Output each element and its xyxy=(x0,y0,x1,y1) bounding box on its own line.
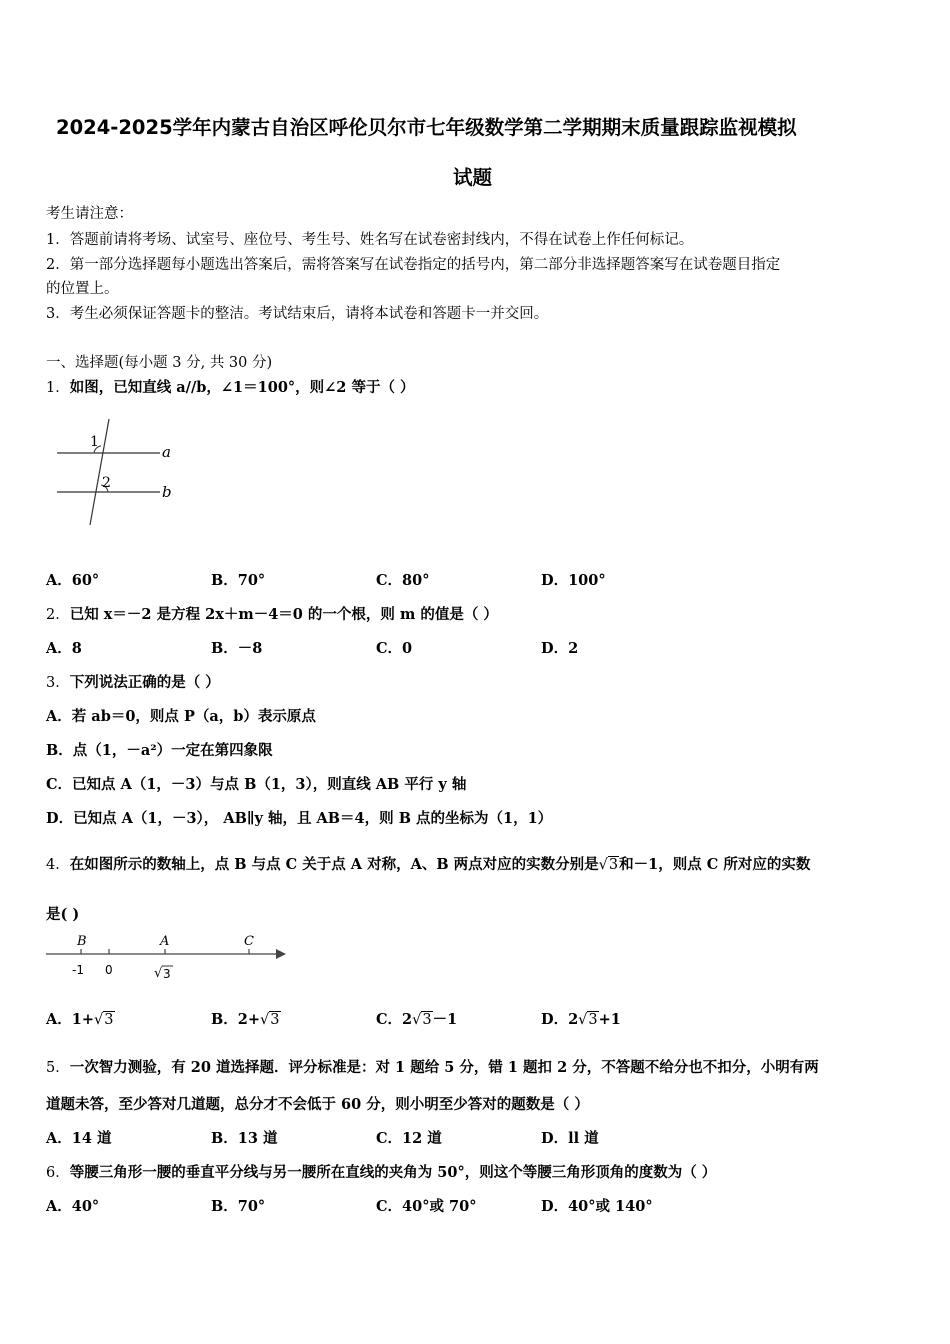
question-text: 一次智力测验，有 20 道选择题．评分标准是：对 1 题给 5 分，错 1 题扣 2 分，不答题不给分也不扣分，小明有两 xyxy=(69,1059,819,1076)
radicand: 3 xyxy=(422,1012,432,1028)
option-c: C．12 道 xyxy=(376,1130,442,1147)
question-text: 已知 x＝－2 是方程 2x＋m－4＝0 的一个根，则 m 的值是（ ） xyxy=(69,606,498,623)
option-c: C．40°或 70° xyxy=(376,1198,477,1215)
option-b: B．－8 xyxy=(211,640,263,657)
option-prefix: 2+ xyxy=(237,1011,261,1028)
option-prefix: 2 xyxy=(568,1011,579,1028)
sqrt-expression: √3 xyxy=(260,1012,280,1028)
option-a xyxy=(46,1008,115,1029)
question-4 xyxy=(46,853,810,874)
tick-label-sqrt3: √ xyxy=(154,966,163,981)
option-d: D．2 xyxy=(541,640,579,657)
option-suffix: －1 xyxy=(432,1011,458,1028)
option-letter: A． xyxy=(46,1011,72,1028)
question-text: 等腰三角形一腰的垂直平分线与另一腰所在直线的夹角为 50°，则这个等腰三角形顶角的度数为（ ） xyxy=(69,1164,717,1181)
question-number: 4． xyxy=(46,857,70,873)
question-number: 1． xyxy=(46,380,70,396)
option-d: D．ll 道 xyxy=(541,1130,599,1147)
line-a-label: a xyxy=(162,443,171,461)
sqrt-expression: √3 xyxy=(578,1012,598,1028)
question-text-cont: 和－1，则点 C 所对应的实数 xyxy=(619,856,811,873)
option-c: C．80° xyxy=(376,572,430,589)
notice-item: 1．答题前请将考场、试室号、座位号、考生号、姓名写在试卷密封线内，不得在试卷上作任何标记。 xyxy=(46,232,694,248)
notice-item: 的位置上。 xyxy=(46,281,119,297)
option-d: D．40°或 140° xyxy=(541,1198,653,1215)
angle-1-label: 1 xyxy=(90,434,99,450)
point-a-label: A xyxy=(160,934,170,949)
question-text: 在如图所示的数轴上，点 B 与点 C 关于点 A 对称，A、B 两点对应的实数分别是 xyxy=(69,856,599,873)
page-title-line2: 试题 xyxy=(453,166,493,189)
option-b: B．70° xyxy=(211,572,266,589)
option-a: A．8 xyxy=(46,640,82,657)
sqrt-expression: √3 xyxy=(412,1012,432,1028)
option-b: B．13 道 xyxy=(211,1130,278,1147)
option-d: D．已知点 A（1，－3）， AB∥y 轴，且 AB＝4，则 B 点的坐标为（1，1） xyxy=(46,810,553,827)
sqrt-expression: √3 xyxy=(598,857,619,873)
question-1 xyxy=(46,376,415,397)
radicand: 3 xyxy=(588,1012,598,1028)
line-b-label: b xyxy=(162,483,172,501)
radicand: 3 xyxy=(270,1012,280,1028)
option-c: C．0 xyxy=(376,640,413,657)
point-b-label: B xyxy=(77,934,87,949)
option-letter: B． xyxy=(211,1011,238,1028)
sqrt-expression: √3 xyxy=(94,1012,114,1028)
option-prefix: 1+ xyxy=(71,1011,95,1028)
question-text-line2: 道题未答，至少答对几道题，总分才不会低于 60 分，则小明至少答对的题数是（ ） xyxy=(46,1096,589,1113)
option-a: A．若 ab＝0，则点 P（a，b）表示原点 xyxy=(46,708,316,725)
option-c xyxy=(376,1008,457,1029)
tick-label-neg1: -1 xyxy=(72,963,84,977)
question-number: 6． xyxy=(46,1165,70,1181)
option-b: B．70° xyxy=(211,1198,266,1215)
option-letter: D． xyxy=(541,1011,569,1028)
number-line-arrow xyxy=(276,949,286,959)
question-2 xyxy=(46,603,498,624)
section-heading: 一、选择题(每小题 3 分, 共 30 分) xyxy=(46,355,273,371)
question-text: 如图，已知直线 a//b，∠1＝100°，则∠2 等于（ ） xyxy=(69,379,415,396)
option-c: C．已知点 A（1，－3）与点 B（1，3），则直线 AB 平行 y 轴 xyxy=(46,776,467,793)
question-6 xyxy=(46,1161,716,1182)
question-number: 5． xyxy=(46,1060,70,1076)
tick-label-radicand: 3 xyxy=(163,967,171,981)
page-title: 2024-2025学年内蒙古自治区呼伦贝尔市七年级数学第二学期期末质量跟踪监视模拟 xyxy=(56,116,797,139)
option-b: B．点（1，－a²）一定在第四象限 xyxy=(46,742,273,759)
point-c-label: C xyxy=(244,934,254,949)
option-letter: C． xyxy=(376,1011,403,1028)
option-a: A．40° xyxy=(46,1198,100,1215)
option-d: D．100° xyxy=(541,572,606,589)
option-prefix: 2 xyxy=(402,1011,413,1028)
angle-2-label: 2 xyxy=(102,475,111,491)
notice-item: 3．考生必须保证答题卡的整洁。考试结束后，请将本试卷和答题卡一并交回。 xyxy=(46,306,549,322)
question-3 xyxy=(46,671,220,692)
notice-item: 2．第一部分选择题每小题选出答案后，需将答案写在试卷指定的括号内，第二部分非选择题答案写在试卷题目指定 xyxy=(46,257,781,273)
radicand: 3 xyxy=(608,857,619,873)
option-suffix: +1 xyxy=(598,1011,621,1028)
question-number: 3． xyxy=(46,675,70,691)
option-b xyxy=(211,1008,281,1029)
question-text: 下列说法正确的是（ ） xyxy=(69,674,220,691)
notice-heading: 考生请注意： xyxy=(46,206,133,222)
option-a: A．14 道 xyxy=(46,1130,112,1147)
radicand: 3 xyxy=(104,1012,114,1028)
tick-label-zero: 0 xyxy=(105,963,113,977)
option-a: A．60° xyxy=(46,572,100,589)
number-line-figure xyxy=(44,930,294,985)
question-5 xyxy=(46,1056,819,1077)
question-number: 2． xyxy=(46,607,70,623)
question-text-line2: 是( ) xyxy=(46,906,80,923)
parallel-lines-figure xyxy=(50,415,190,535)
option-d xyxy=(541,1008,621,1029)
